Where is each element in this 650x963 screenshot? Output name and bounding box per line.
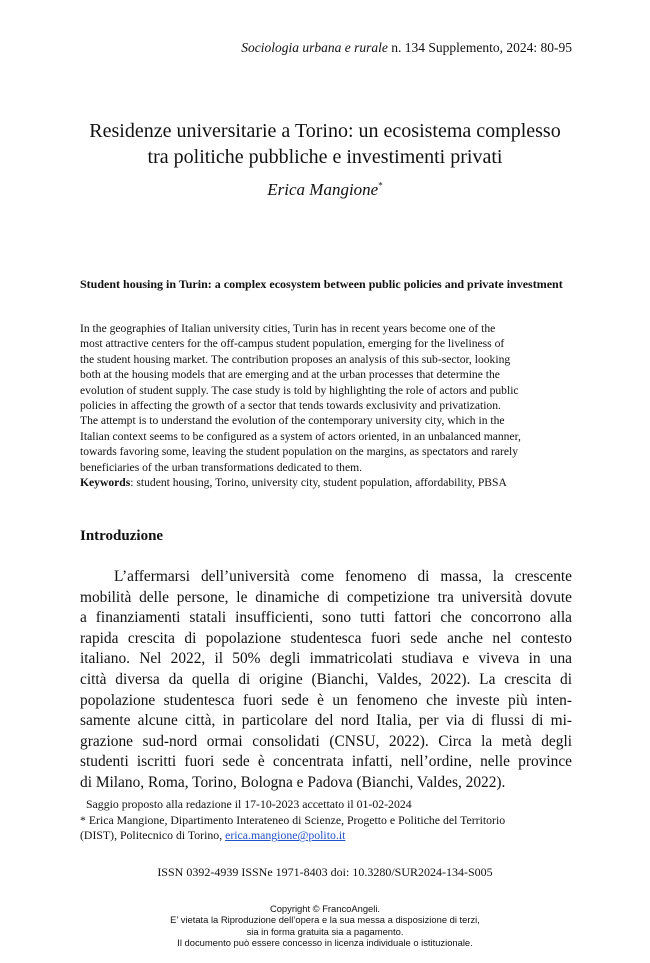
- title-line-2: tra politiche pubbliche e investimenti privati: [147, 146, 503, 168]
- keywords-label: Keywords: [80, 476, 131, 490]
- paragraph-line: di Milano, Roma, Torino, Bologna e Padova (Bianchi, Valdes, 2022).: [80, 773, 506, 791]
- paragraph-line: città diversa da quella di origine (Bianchi, Valdes, 2022). La crescita di: [80, 670, 572, 688]
- paragraph-line: italiano. Nel 2022, il 50% degli immatricolati studiava e viveva in una: [80, 650, 572, 668]
- paragraph-line: studenti iscritti fuori sede è concentrata infatti, nell’ordine, nelle province: [80, 753, 572, 771]
- submission-note: Saggio proposto alla redazione il 17-10-2023 accettato il 01-02-2024: [86, 797, 412, 811]
- issn-doi: ISSN 0392-4939 ISSNe 1971-8403 doi: 10.3280/SUR2024-134-S005: [157, 865, 493, 879]
- body-paragraph: [80, 567, 572, 794]
- title-line-1: Residenze universitarie a Torino: un ecosistema complesso: [89, 120, 561, 142]
- paragraph-line: a finanziamenti statali insufficienti, sono tutti fattori che concorrono alla: [80, 609, 572, 627]
- copyright-notice: [0, 903, 650, 949]
- affiliation-note-line-2: [80, 828, 572, 844]
- keywords: [80, 475, 572, 490]
- abstract-title: Student housing in Turin: a complex ecosystem between public policies and private investment: [80, 277, 563, 291]
- abstract-line: The attempt is to understand the evolution of the contemporary university city, which in the: [80, 414, 505, 428]
- issue-info: n. 134 Supplemento, 2024: 80-95: [387, 40, 572, 55]
- paragraph-line: popolazione studentesca fuori sede è un fenomeno che investe più inten-: [80, 691, 572, 709]
- section-heading: Introduzione: [80, 528, 164, 544]
- abstract-line: In the geographies of Italian university cities, Turin has in recent years become one of the: [80, 322, 496, 335]
- author: [0, 180, 650, 200]
- author-name: Erica Mangione: [267, 180, 379, 199]
- running-header: [241, 40, 572, 56]
- paragraph-line: rapida crescita di popolazione studentesca fuori sede anche nel contesto: [80, 629, 572, 647]
- copyright-line-1: Copyright © FrancoAngeli.: [269, 903, 381, 914]
- affiliation-text: (DIST), Politecnico di Torino,: [80, 828, 226, 843]
- copyright-line-2: E’ vietata la Riproduzione dell’opera e la sua messa a disposizione di terzi,: [170, 914, 480, 926]
- paragraph-line: L’affermarsi dell’università come fenomeno di massa, la crescente: [114, 568, 572, 585]
- author-footnote-mark: *: [378, 180, 383, 191]
- abstract-line: evolution of student supply. The case study is told by highlighting the role of actors and public: [80, 383, 519, 397]
- abstract-line: policies in affecting the growth of a sector that tends towards exclusivity and privatization.: [80, 399, 501, 413]
- keywords-list: : student housing, Torino, university city, student population, affordability, PBSA: [130, 476, 507, 490]
- affiliation-note-line-1: * Erica Mangione, Dipartimento Interateneo di Scienze, Progetto e Politiche del Territorio: [80, 812, 506, 827]
- copyright-line-3: sia in forma gratuita sia a pagamento.: [246, 925, 404, 937]
- paragraph-line: grazione sud-nord ormai consolidati (CNSU, 2022). Circa la metà degli: [80, 732, 572, 750]
- abstract-line: most attractive centers for the off-campus student population, emerging for the liveliness of: [80, 337, 505, 351]
- footnotes: [80, 797, 572, 844]
- abstract-line: Italian context seems to be configured as a system of actors oriented, in an unbalanced manner,: [80, 429, 521, 443]
- abstract-line: both at the housing models that are emerging and at the urban processes that determine the: [80, 368, 500, 382]
- article-title: [40, 118, 610, 170]
- journal-name: Sociologia urbana e rurale: [241, 40, 388, 55]
- abstract-line: beneficiaries of the urban transformations dedicated to them.: [80, 460, 363, 474]
- paragraph-line: samente alcune città, in particolare del nord Italia, per via di flussi di mi-: [80, 712, 572, 730]
- paragraph-line: mobilità delle persone, le dinamiche di competizione tra università dovute: [80, 588, 572, 606]
- abstract-line: towards favoring some, leaving the student population on the margins, as spectators and rarely: [80, 445, 518, 459]
- copyright-line-4: Il documento può essere concesso in licenza individuale o istituzionale.: [177, 937, 473, 949]
- abstract-line: the student housing market. The contribution proposes an analysis of this sub-sector, looking: [80, 352, 511, 366]
- author-email-link[interactable]: erica.mangione@polito.it: [225, 828, 346, 843]
- abstract: [80, 321, 572, 490]
